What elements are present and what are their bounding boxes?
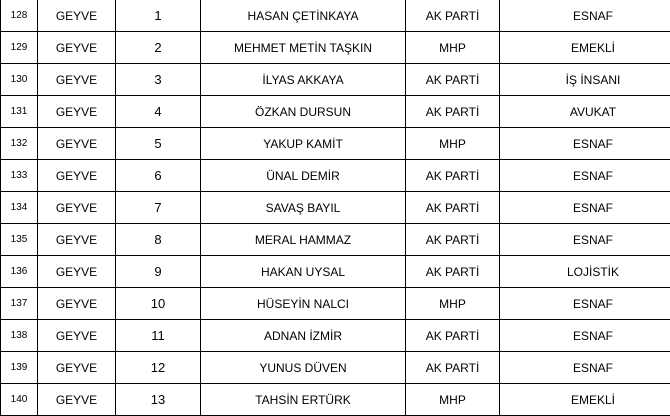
rank-cell: 8 (116, 224, 201, 256)
rank-cell: 4 (116, 96, 201, 128)
rank-cell: 2 (116, 32, 201, 64)
party-cell: AK PARTİ (406, 352, 500, 384)
district-cell: GEYVE (38, 256, 116, 288)
party-cell: AK PARTİ (406, 64, 500, 96)
rank-cell: 7 (116, 192, 201, 224)
party-cell: AK PARTİ (406, 96, 500, 128)
party-cell: AK PARTİ (406, 320, 500, 352)
occupation-cell: EMEKLİ (500, 384, 670, 416)
occupation-cell: ESNAF (500, 288, 670, 320)
candidate-name-cell: İLYAS AKKAYA (201, 64, 406, 96)
party-cell: AK PARTİ (406, 224, 500, 256)
row-number-cell: 136 (1, 256, 38, 288)
occupation-cell: AVUKAT (500, 96, 670, 128)
candidate-name-cell: YAKUP KAMİT (201, 128, 406, 160)
occupation-cell: ESNAF (500, 0, 670, 32)
occupation-cell: ESNAF (500, 160, 670, 192)
occupation-cell: ESNAF (500, 320, 670, 352)
occupation-cell: EMEKLİ (500, 32, 670, 64)
table-row (1, 256, 670, 288)
candidate-name-cell: MEHMET METİN TAŞKIN (201, 32, 406, 64)
table-row (1, 224, 670, 256)
rank-cell: 1 (116, 0, 201, 32)
rank-cell: 13 (116, 384, 201, 416)
district-cell: GEYVE (38, 96, 116, 128)
candidate-name-cell: HASAN ÇETİNKAYA (201, 0, 406, 32)
rank-cell: 3 (116, 64, 201, 96)
rank-cell: 12 (116, 352, 201, 384)
party-cell: MHP (406, 128, 500, 160)
candidate-name-cell: TAHSİN ERTÜRK (201, 384, 406, 416)
party-cell: MHP (406, 32, 500, 64)
row-number-cell: 131 (1, 96, 38, 128)
candidate-name-cell: MERAL HAMMAZ (201, 224, 406, 256)
row-number-cell: 138 (1, 320, 38, 352)
row-number-cell: 133 (1, 160, 38, 192)
row-number-cell: 132 (1, 128, 38, 160)
district-cell: GEYVE (38, 224, 116, 256)
table-row (1, 32, 670, 64)
table-row (1, 160, 670, 192)
candidate-name-cell: ADNAN İZMİR (201, 320, 406, 352)
district-cell: GEYVE (38, 32, 116, 64)
candidate-name-cell: HÜSEYİN NALCI (201, 288, 406, 320)
table-row (1, 320, 670, 352)
candidate-name-cell: ÜNAL DEMİR (201, 160, 406, 192)
candidate-name-cell: HAKAN UYSAL (201, 256, 406, 288)
rank-cell: 5 (116, 128, 201, 160)
table-row (1, 288, 670, 320)
rank-cell: 9 (116, 256, 201, 288)
district-cell: GEYVE (38, 64, 116, 96)
occupation-cell: ESNAF (500, 192, 670, 224)
party-cell: AK PARTİ (406, 192, 500, 224)
district-cell: GEYVE (38, 128, 116, 160)
party-cell: MHP (406, 288, 500, 320)
district-cell: GEYVE (38, 384, 116, 416)
occupation-cell: ESNAF (500, 352, 670, 384)
row-number-cell: 135 (1, 224, 38, 256)
party-cell: AK PARTİ (406, 0, 500, 32)
row-number-cell: 128 (1, 0, 38, 32)
district-cell: GEYVE (38, 288, 116, 320)
party-cell: AK PARTİ (406, 160, 500, 192)
table-row (1, 128, 670, 160)
row-number-cell: 134 (1, 192, 38, 224)
candidate-name-cell: ÖZKAN DURSUN (201, 96, 406, 128)
candidate-name-cell: YUNUS DÜVEN (201, 352, 406, 384)
row-number-cell: 129 (1, 32, 38, 64)
district-cell: GEYVE (38, 160, 116, 192)
table-body (1, 0, 670, 416)
row-number-cell: 139 (1, 352, 38, 384)
table-row (1, 384, 670, 416)
district-cell: GEYVE (38, 192, 116, 224)
table-row (1, 192, 670, 224)
party-cell: AK PARTİ (406, 256, 500, 288)
table-row (1, 352, 670, 384)
candidate-name-cell: SAVAŞ BAYIL (201, 192, 406, 224)
table-row (1, 64, 670, 96)
rank-cell: 11 (116, 320, 201, 352)
rank-cell: 10 (116, 288, 201, 320)
district-cell: GEYVE (38, 320, 116, 352)
row-number-cell: 137 (1, 288, 38, 320)
table-row (1, 0, 670, 32)
occupation-cell: ESNAF (500, 224, 670, 256)
table-row (1, 96, 670, 128)
district-cell: GEYVE (38, 352, 116, 384)
row-number-cell: 140 (1, 384, 38, 416)
row-number-cell: 130 (1, 64, 38, 96)
party-cell: MHP (406, 384, 500, 416)
occupation-cell: LOJİSTİK (500, 256, 670, 288)
rank-cell: 6 (116, 160, 201, 192)
occupation-cell: ESNAF (500, 128, 670, 160)
district-cell: GEYVE (38, 0, 116, 32)
occupation-cell: İŞ İNSANI (500, 64, 670, 96)
